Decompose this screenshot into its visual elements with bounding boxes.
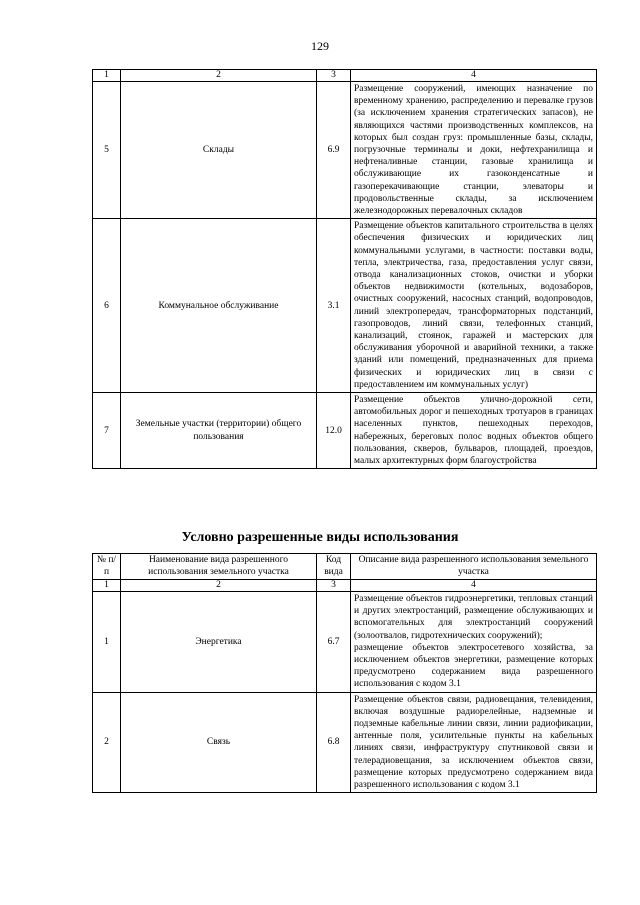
column-number-row [93,70,597,82]
column-number: 1 [93,580,121,592]
section-heading: Условно разрешенные виды использования [181,530,459,545]
use-type-name: Коммунальное обслуживание [121,219,317,393]
column-number: 3 [317,580,351,592]
row-number: 2 [93,692,121,793]
column-number: 3 [317,70,351,82]
use-type-name: Земельные участки (территории) общего пользования [121,393,317,469]
row-number: 7 [93,393,121,469]
row-number: 5 [93,82,121,219]
page-number: 129 [311,39,329,53]
table-header-row [93,554,597,580]
use-type-description: Размещение объектов связи, радиовещания, телевидения, включая воздушные радиорелейные, надземные и подземные кабельные линии связи, линии радиофикации, антенные поля, усилительные пункты на кабельных линиях связи, инфраструктуру спутниковой связи и телерадиовещания, за исключением объектов связи, размещение которых предусмотрено содержанием вида разрешенного использования с кодом 3.1 [351,692,597,793]
column-number: 4 [351,580,597,592]
row-number: 1 [93,592,121,693]
column-number: 2 [121,580,317,592]
header-code: Код вида [317,554,351,580]
permitted-uses-table-continued [92,69,597,469]
use-type-code: 6.8 [317,692,351,793]
use-type-name: Связь [121,692,317,793]
use-type-name: Склады [121,82,317,219]
use-type-code: 12.0 [317,393,351,469]
use-type-code: 3.1 [317,219,351,393]
use-type-code: 6.9 [317,82,351,219]
use-type-code: 6.7 [317,592,351,693]
column-number: 4 [351,70,597,82]
header-name: Наименование вида разрешенного использования земельного участка [121,554,317,580]
use-type-description: Размещение объектов улично-дорожной сети, автомобильных дорог и пешеходных тротуаров в границах населенных пунктов, пешеходных переходов, набережных, береговых полос водных объектов общего пользования, скверов, бульваров, площадей, проездов, малых архитектурных форм благоустройства [351,393,597,469]
table-row [93,692,597,793]
table-row [93,393,597,469]
column-number: 2 [121,70,317,82]
use-type-description: Размещение объектов гидроэнергетики, тепловых станций и других электростанций, размещение обслуживающих и вспомогательных для электростанций сооружений (золоотвалов, гидротехнических сооружений); размещение объектов электросетевого хозяйства, за исключением объектов энергетики, размещение которых предусмотрено содержанием вида разрешенного использования с кодом 3.1 [351,592,597,693]
table-row [93,219,597,393]
column-number: 1 [93,70,121,82]
use-type-description: Размещение объектов капитального строительства в целях обеспечения физических и юридических лиц коммунальными услугами, в частности: поставки воды, тепла, электричества, газа, предоставления услуг связи, отвода канализационных стоков, очистки и уборки объектов недвижимости (котельных, водозаборов, очистных сооружений, насосных станций, водопроводов, линий электропередач, трансформаторных подстанций, газопроводов, линий связи, телефонных станций, канализаций, стоянок, гаражей и мастерских для обслуживания уборочной и аварийной техники, а также зданий или помещений, предназначенных для приема физических и юридических лиц в связи с предоставлением им коммунальных услуг) [351,219,597,393]
use-type-name: Энергетика [121,592,317,693]
conditionally-permitted-uses-table [92,553,597,793]
table-row [93,82,597,219]
row-number: 6 [93,219,121,393]
header-description: Описание вида разрешенного использования земельного участка [351,554,597,580]
header-no: № п/п [93,554,121,580]
table-row [93,592,597,693]
column-number-row [93,580,597,592]
use-type-description: Размещение сооружений, имеющих назначение по временному хранению, распределению и перевалке грузов (за исключением хранения стратегических запасов), не являющихся частями производственных комплексов, на которых был создан груз: промышленные базы, склады, погрузочные терминалы и доки, нефтехранилища и нефтеналивные станции, газовые хранилища и обслуживающие их газоконденсатные и газоперекачивающие станции, элеваторы и продовольственные склады, за исключением железнодорожных перевалочных складов [351,82,597,219]
